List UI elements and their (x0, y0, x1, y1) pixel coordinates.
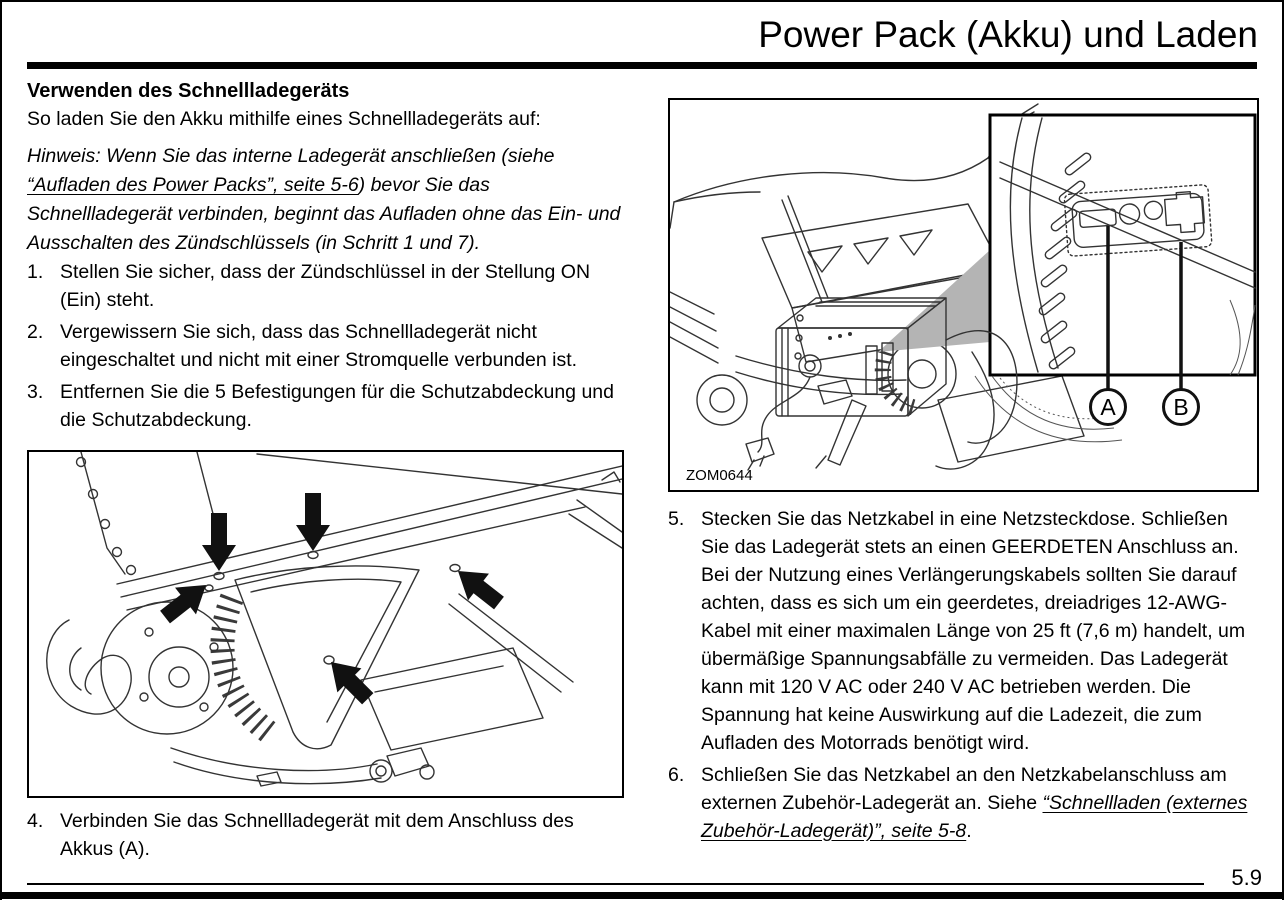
step-number: 6. (668, 764, 685, 786)
figure-code-label: ZOM0644 (686, 467, 753, 484)
fastener-arrow-icon (296, 493, 330, 551)
note-text (27, 142, 628, 258)
step-number: 4. (27, 810, 44, 832)
zoom-cone (878, 250, 990, 352)
step-list (27, 258, 628, 434)
footer-rule (27, 883, 1204, 885)
step-item (668, 761, 1259, 845)
step6-prefix: Schließen Sie das Netzkabel an den Netzkabelanschluss am externen Zubehör-Ladegerät an. Siehe (701, 764, 1227, 814)
step-item (668, 505, 1259, 757)
step6-link[interactable]: “Schnellladen (externes Zubehör-Ladegerät)”, seite 5-8 (701, 792, 1248, 842)
step-text: Verbinden Sie das Schnellladegerät mit dem Anschluss des Akkus (A). (60, 810, 574, 860)
step-number: 3. (27, 381, 44, 403)
step-number: 2. (27, 321, 44, 343)
note-prefix: Hinweis: Wenn Sie das interne Ladegerät anschließen (siehe (27, 145, 555, 167)
step-text: Stecken Sie das Netzkabel in eine Netzsteckdose. Schließen Sie das Ladegerät stets an einen GEERDETEN Anschluss an. Bei der Nutzung eines Verlängerungskabels sollten Sie darauf achten, dass es sich um ein geerdetes, dreiadriges 12-AWG-Kabel mit einer maximalen Länge von 25 ft (7,6 m) handelt, um übermäßige Spannungsabfälle zu vermeiden. Das Ladegerät kann mit 120 V AC oder 240 V AC betrieben werden. Die Spannung hat keine Auswirkung auf die Ladezeit, die zum Aufladen des Motorrads benötigt wird. (701, 508, 1246, 754)
section-heading: Verwenden des Schnellladegeräts (27, 80, 350, 102)
page-title: Power Pack (Akku) und Laden (758, 14, 1258, 55)
step6-suffix: . (966, 820, 972, 842)
figure-charging-connection (668, 98, 1259, 492)
step-text: Entfernen Sie die 5 Befestigungen für die Schutzabdeckung und die Schutzabdeckung. (60, 381, 614, 431)
step-item (27, 807, 628, 863)
step-text: Vergewissern Sie sich, dass das Schnellladegerät nicht eingeschaltet und nicht mit einer Stromquelle verbunden ist. (60, 321, 578, 371)
intro-text: So laden Sie den Akku mithilfe eines Schnellladegeräts auf: (27, 108, 541, 130)
fastener-arrow-icon (448, 558, 510, 617)
step-text: Stellen Sie sicher, dass der Zündschlüssel in der Stellung ON (Ein) steht. (60, 261, 591, 311)
note-suffix: ) bevor Sie das Schnellladegerät verbinden, beginnt das Aufladen ohne das Ein- und Ausschalten des Zündschlüssels (in Schritt 1 und 7). (27, 174, 621, 254)
header-rule (27, 62, 1257, 69)
right-column (668, 98, 1259, 849)
step-item (27, 378, 628, 434)
step-number: 5. (668, 508, 685, 530)
left-column (27, 80, 628, 867)
page-number: 5.9 (1231, 865, 1262, 890)
step-item (27, 258, 628, 314)
bottom-bar (0, 892, 1284, 899)
step-list (668, 505, 1259, 845)
step-item (27, 318, 628, 374)
callout-a-label: A (1100, 394, 1116, 420)
callout-b-label: B (1173, 394, 1189, 420)
figure-fastener-locations (27, 450, 624, 798)
motorcycle-side-panel-illustration (29, 452, 622, 796)
motorcycle-charger-illustration (670, 100, 1257, 490)
step-text (701, 761, 1259, 845)
step-number: 1. (27, 261, 44, 283)
note-link[interactable]: “Aufladen des Power Packs”, seite 5-6 (27, 174, 359, 196)
